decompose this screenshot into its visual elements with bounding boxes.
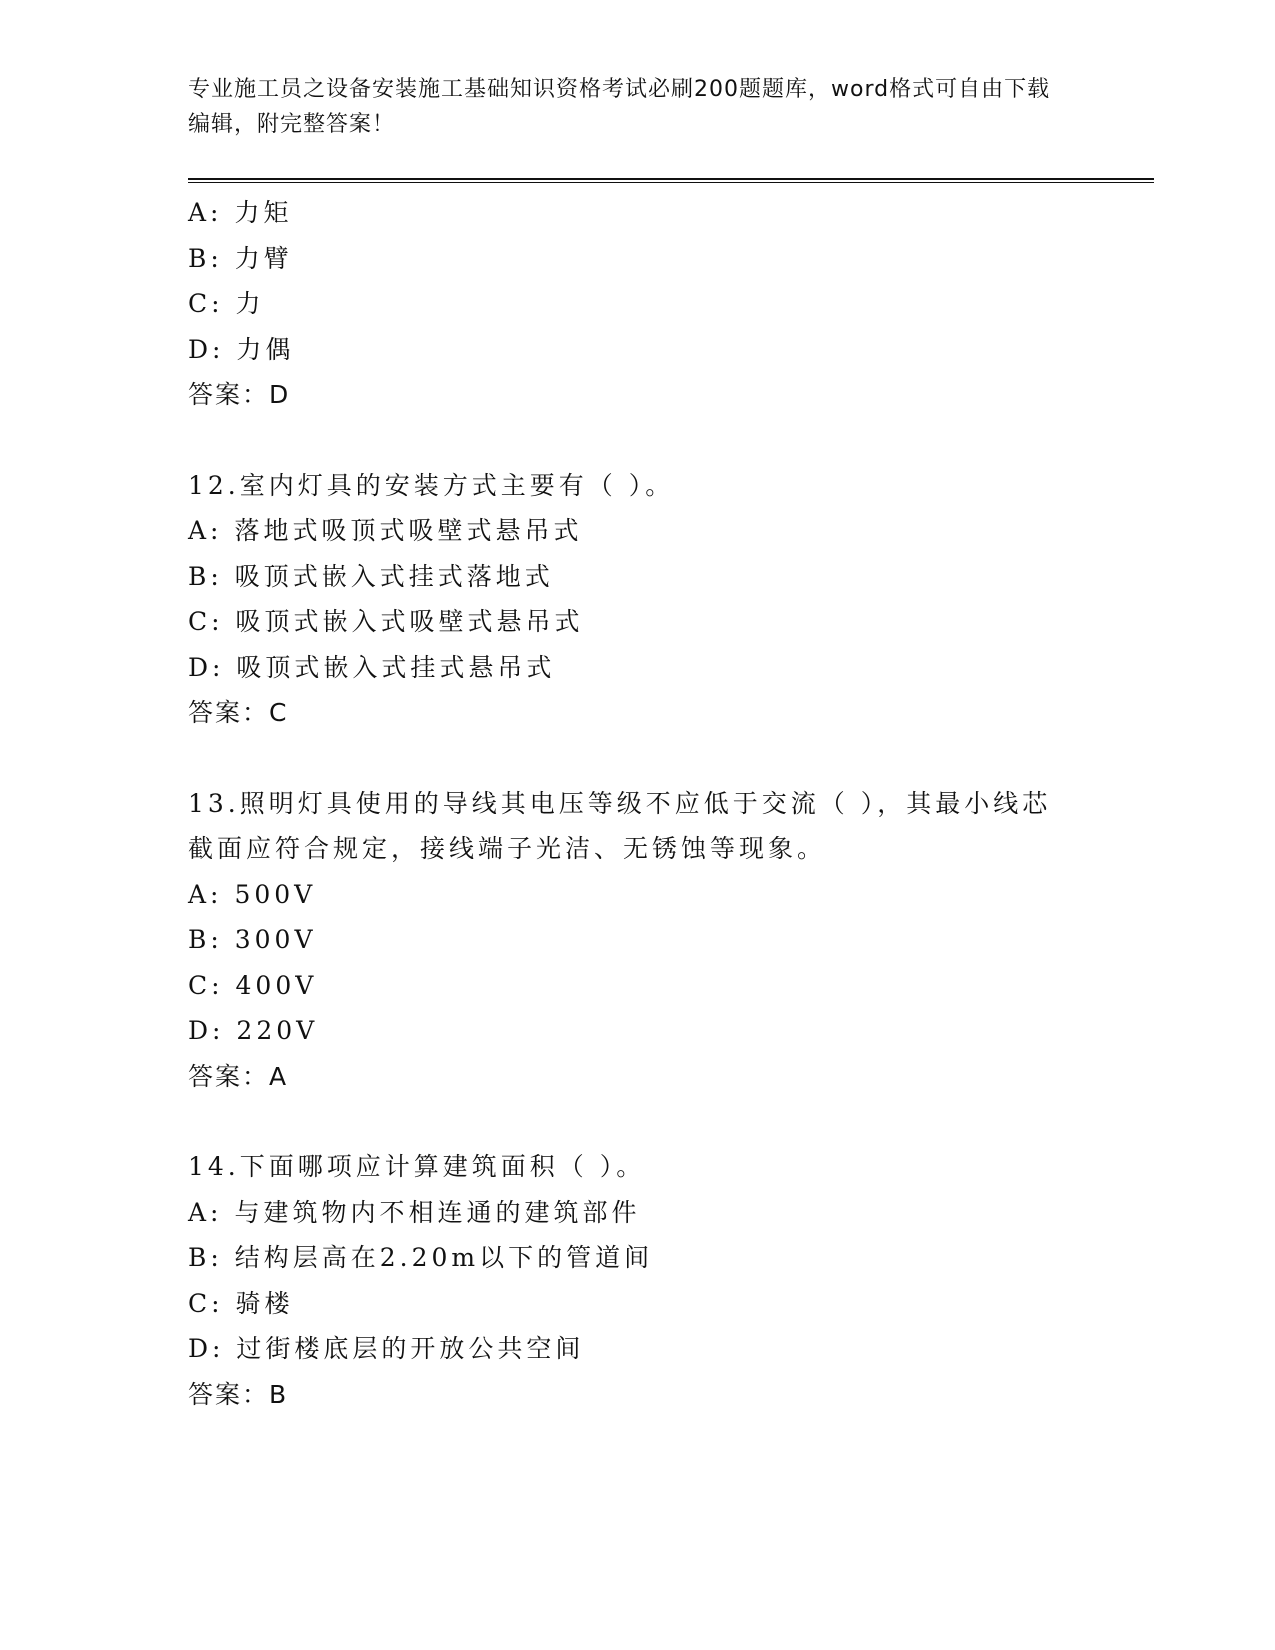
document-header-title: 专业施工员之设备安装施工基础知识资格考试必刷200题题库，word格式可自由下载编辑，附完整答案！ bbox=[188, 77, 1051, 137]
option-a: A: 落地式吸顶式吸壁式悬吊式 bbox=[188, 516, 583, 545]
option-c: C: 吸顶式嵌入式吸壁式悬吊式 bbox=[188, 607, 584, 636]
header-rule-thin bbox=[188, 182, 1154, 183]
option-b: B: 300V bbox=[188, 925, 317, 954]
option-a: A: 500V bbox=[188, 879, 317, 909]
answer-line: 答案：A bbox=[188, 1061, 289, 1091]
option-c: C: 400V bbox=[188, 970, 318, 1000]
answer-line: 答案：D bbox=[188, 380, 291, 409]
option-b: B: 结构层高在2.20m以下的管道间 bbox=[188, 1243, 654, 1272]
option-a: A: 与建筑物内不相连通的建筑部件 bbox=[188, 1197, 641, 1227]
answer-line: 答案：C bbox=[188, 698, 289, 727]
option-d: D: 过街楼底层的开放公共空间 bbox=[188, 1334, 585, 1363]
question-block bbox=[188, 190, 1148, 418]
question-block bbox=[188, 1144, 1148, 1417]
question-block bbox=[188, 781, 1148, 1100]
option-d: D: 力偶 bbox=[188, 334, 295, 364]
header-rule-thick bbox=[188, 178, 1154, 180]
question-text: 14.下面哪项应计算建筑面积（ ）。 bbox=[188, 1152, 646, 1181]
answer-line: 答案：B bbox=[188, 1379, 289, 1409]
question-list bbox=[188, 190, 1148, 1417]
question-text: 12.室内灯具的安装方式主要有（ ）。 bbox=[188, 470, 675, 500]
option-a: A: 力矩 bbox=[188, 198, 293, 227]
option-d: D: 吸顶式嵌入式挂式悬吊式 bbox=[188, 652, 556, 682]
question-block bbox=[188, 463, 1148, 736]
question-text: 13.照明灯具使用的导线其电压等级不应低于交流（ ），其最小线芯截面应符合规定，接线端子光洁、无锈蚀等现象。 bbox=[188, 788, 1052, 863]
option-d: D: 220V bbox=[188, 1016, 319, 1045]
option-b: B: 力臂 bbox=[188, 243, 293, 273]
option-c: C: 力 bbox=[188, 289, 265, 318]
option-b: B: 吸顶式嵌入式挂式落地式 bbox=[188, 561, 554, 591]
option-c: C: 骑楼 bbox=[188, 1288, 294, 1318]
